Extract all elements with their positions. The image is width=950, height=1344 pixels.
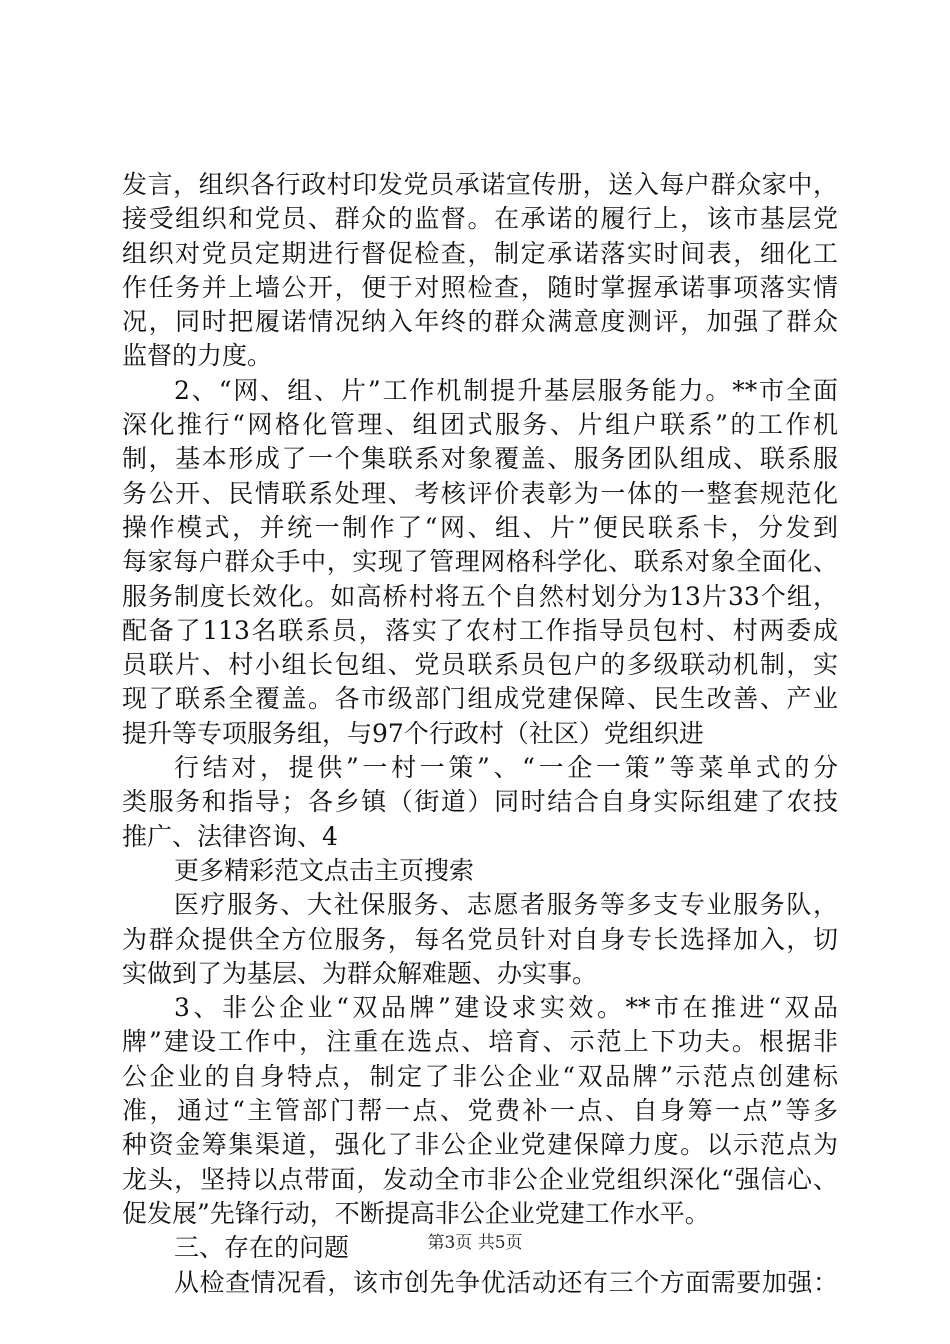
text-line: 行结对，提供”一村一策”、“一企一策”等菜单式的分: [174, 753, 838, 783]
text-line: 制，基本形成了一个集联系对象覆盖、服务团队组成、联系服: [122, 444, 838, 474]
text-line: 龙头，坚持以点带面，发动全市非公企业党组织深化“强信心、: [122, 1164, 838, 1194]
text-line: 监督的力度。: [122, 341, 273, 371]
text-line: 三、存在的问题: [174, 1233, 350, 1263]
text-line: 况，同时把履诺情况纳入年终的群众满意度测评，加强了群众: [122, 307, 838, 337]
text-line: 组织对党员定期进行督促检查，制定承诺落实时间表，细化工: [122, 238, 838, 268]
text-line: 配备了113名联系员，落实了农村工作指导员包村、村两委成: [122, 615, 838, 645]
text-line: 准，通过“主管部门帮一点、党费补一点、自身筹一点”等多: [122, 1096, 838, 1126]
text-line: 员联片、村小组长包组、党员联系员包户的多级联动机制，实: [122, 650, 838, 680]
text-line: 医疗服务、大社保服务、志愿者服务等多支专业服务队，: [174, 890, 838, 920]
text-line: 服务制度长效化。如高桥村将五个自然村划分为13片33个组，: [122, 581, 838, 611]
text-line: 牌”建设工作中，注重在选点、培育、示范上下功夫。根据非: [122, 1027, 838, 1057]
text-line: 操作模式，并统一制作了“网、组、片”便民联系卡，分发到: [122, 512, 838, 542]
text-line: 提升等专项服务组，与97个行政村（社区）党组织进: [122, 718, 704, 748]
text-line: 发言，组织各行政村印发党员承诺宣传册，送入每户群众家中，: [122, 170, 838, 199]
document-body: [122, 168, 838, 1300]
page-footer: 第3页 共5页: [427, 1233, 523, 1253]
text-line: 深化推行“网格化管理、组团式服务、片组户联系”的工作机: [122, 410, 838, 440]
text-line: 务公开、民情联系处理、考核评价表彰为一体的一整套规范化: [122, 478, 838, 508]
text-line: 种资金筹集渠道，强化了非公企业党建保障力度。以示范点为: [122, 1130, 838, 1160]
text-line: 公企业的自身特点，制定了非公企业“双品牌”示范点创建标: [122, 1061, 838, 1091]
text-line: 为群众提供全方位服务，每名党员针对自身专长选择加入，切: [122, 924, 838, 954]
text-line: 接受组织和党员、群众的监督。在承诺的履行上，该市基层党: [122, 204, 838, 234]
text-line: 从检查情况看，该市创先争优活动还有三个方面需要加强：: [174, 1267, 838, 1297]
text-line: 实做到了为基层、为群众解难题、办实事。: [122, 958, 598, 988]
text-line: 作任务并上墙公开，便于对照检查，随时掌握承诺事项落实情: [122, 272, 838, 302]
text-line: 促发展”先锋行动，不断提高非公企业党建工作水平。: [122, 1198, 710, 1228]
text-line: 每家每户群众手中，实现了管理网格科学化、联系对象全面化、: [122, 547, 838, 577]
text-line: 推广、法律咨询、4: [122, 821, 338, 851]
text-line: 更多精彩范文点击主页搜索: [174, 855, 475, 885]
text-line: 现了联系全覆盖。各市级部门组成党建保障、民生改善、产业: [122, 684, 838, 714]
text-line: 3、非公企业“双品牌”建设求实效。**市在推进“双品: [174, 993, 838, 1023]
text-line: 类服务和指导；各乡镇（街道）同时结合自身实际组建了农技: [122, 787, 838, 817]
text-line: 2、“网、组、片”工作机制提升基层服务能力。**市全面: [174, 375, 838, 405]
